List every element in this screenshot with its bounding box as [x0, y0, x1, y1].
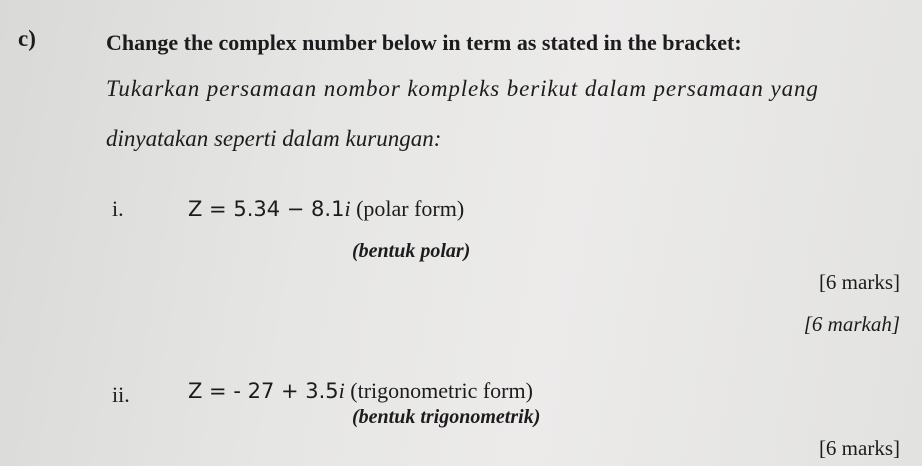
- form-label-malay: (bentuk polar): [352, 240, 471, 262]
- marks-english: [6 marks]: [818, 436, 900, 460]
- form-label-english: (trigonometric form): [344, 378, 533, 403]
- question-text-malay-line-2: dinyatakan seperti dalam kurungan:: [106, 126, 442, 151]
- question-text-malay-line-1: Tukarkan persamaan nombor kompleks berikut dalam persamaan yang: [106, 76, 819, 101]
- form-label-malay: (bentuk trigonometrik): [352, 406, 541, 428]
- marks-malay: [6 markah]: [803, 312, 900, 336]
- section-label: c): [18, 26, 36, 51]
- item-number: ii.: [112, 382, 130, 407]
- question-text-english: Change the complex number below in term as stated in the bracket:: [106, 30, 742, 55]
- marks-english: [6 marks]: [818, 270, 900, 294]
- form-label-english: (polar form): [350, 196, 465, 221]
- equation-expression: Z = 5.34 − 8.1: [188, 197, 345, 221]
- equation-expression: Z = - 27 + 3.5: [188, 379, 339, 403]
- item-equation: [188, 378, 533, 404]
- imaginary-unit: i: [344, 196, 351, 221]
- item-number: i.: [112, 196, 124, 221]
- item-equation: [188, 196, 464, 222]
- imaginary-unit: i: [338, 378, 345, 403]
